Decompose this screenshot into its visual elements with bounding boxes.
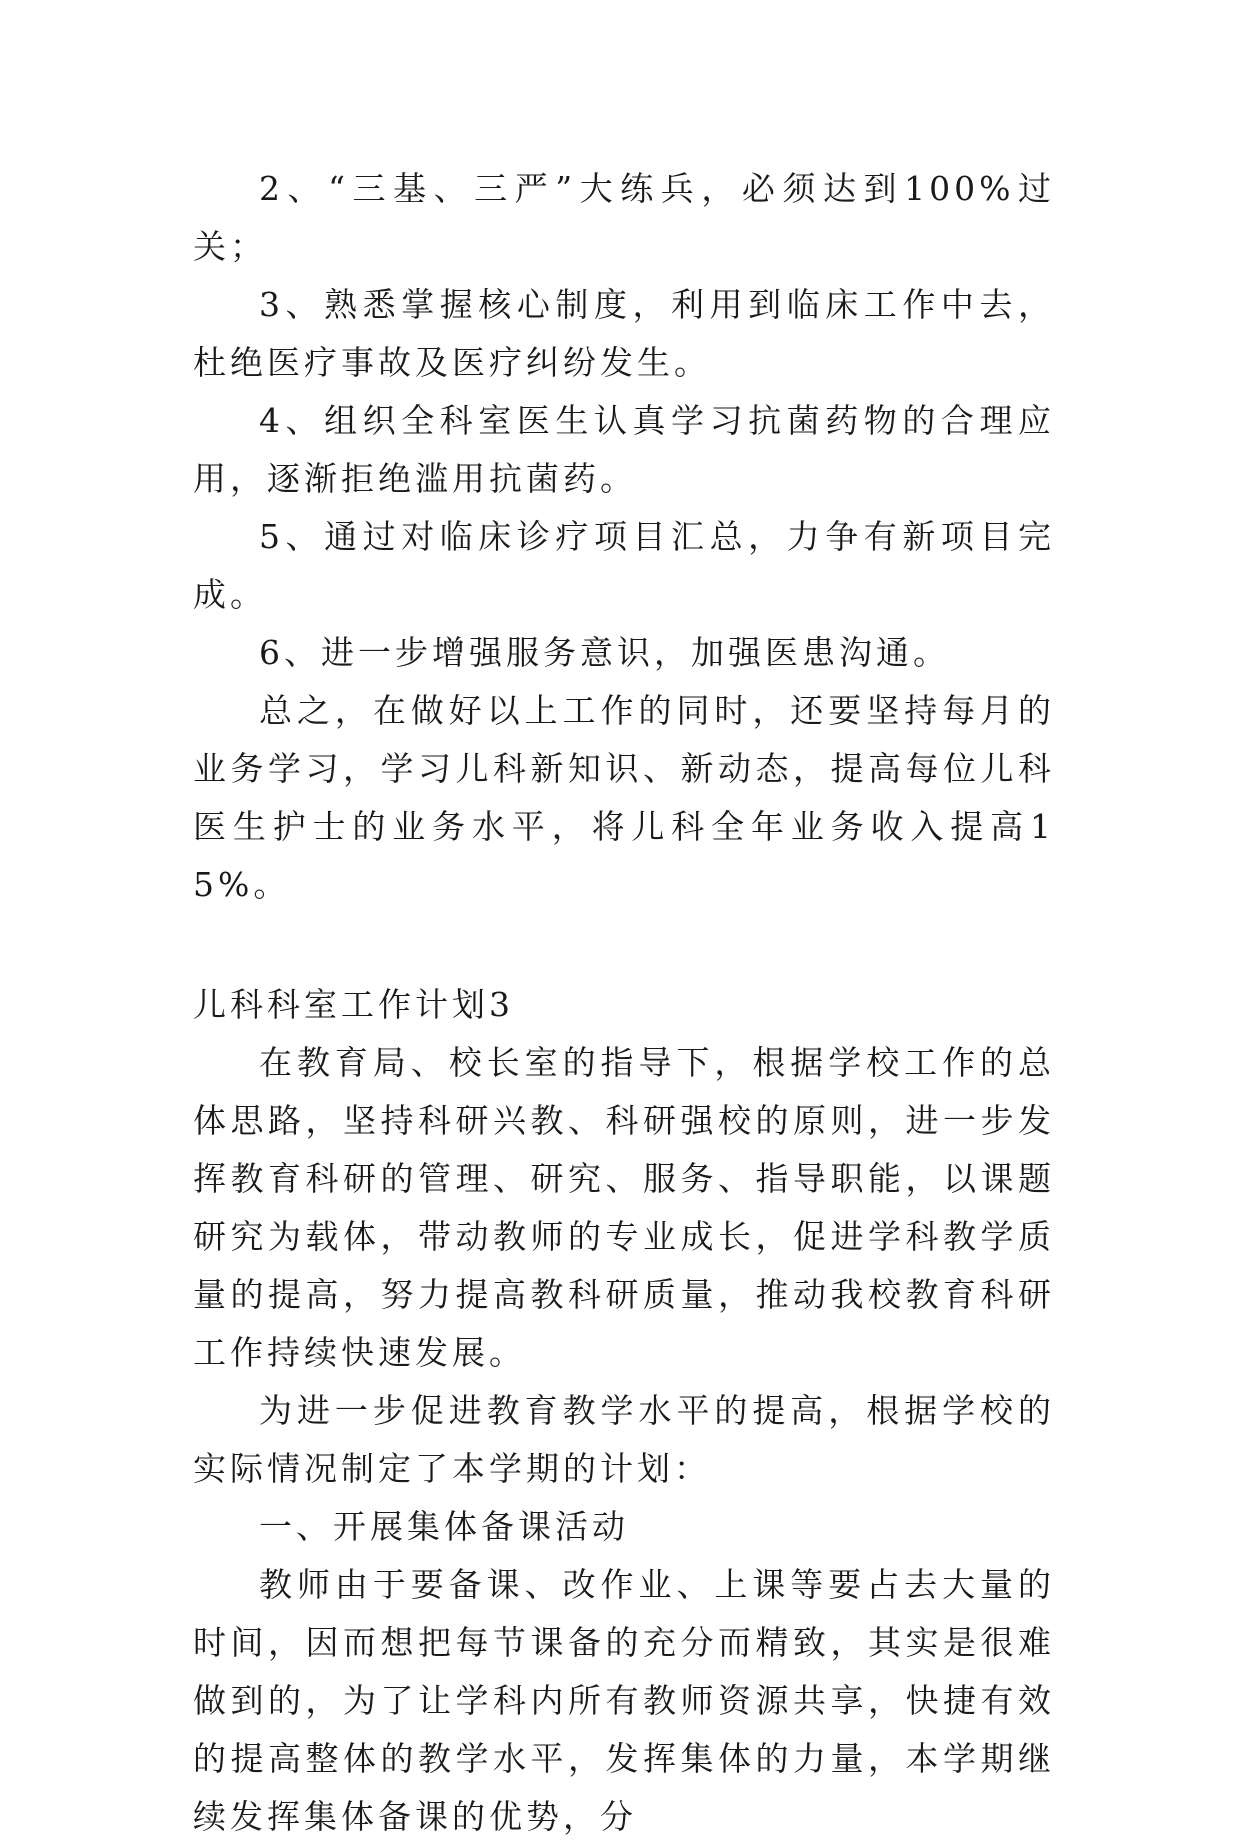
paragraph-summary: 总之，在做好以上工作的同时，还要坚持每月的业务学习，学习儿科新知识、新动态，提高每位儿科医生护士的业务水平，将儿科全年业务收入提高15%。 — [193, 691, 1055, 904]
paragraph-lesson-prep: 教师由于要备课、改作业、上课等要占去大量的时间，因而想把每节课备的充分而精致，其实是很难做到的，为了让学科内所有教师资源共享，快捷有效的提高整体的教学水平，发挥集体的力量，本学期继续发挥集体备课的优势，分 — [193, 1565, 1055, 1836]
section-heading: 儿科科室工作计划3 — [193, 985, 514, 1024]
paragraph-intro: 在教育局、校长室的指导下，根据学校工作的总体思路，坚持科研兴教、科研强校的原则，进一步发挥教育科研的管理、研究、服务、指导职能，以课题研究为载体，带动教师的专业成长，促进学科教学质量的提高，努力提高教科研质量，推动我校教育科研工作持续快速发展。 — [193, 1043, 1055, 1372]
subheading-collective-lesson-prep: 一、开展集体备课活动 — [259, 1507, 629, 1546]
paragraph-purpose: 为进一步促进教育教学水平的提高，根据学校的实际情况制定了本学期的计划： — [193, 1391, 1055, 1488]
paragraph-item-6: 6、进一步增强服务意识，加强医患沟通。 — [259, 633, 950, 672]
paragraph-item-4: 4、组织全科室医生认真学习抗菌药物的合理应用，逐渐拒绝滥用抗菌药。 — [193, 401, 1055, 498]
paragraph-item-5: 5、通过对临床诊疗项目汇总，力争有新项目完成。 — [193, 517, 1055, 614]
paragraph-item-3: 3、熟悉掌握核心制度，利用到临床工作中去，杜绝医疗事故及医疗纠纷发生。 — [193, 285, 1055, 382]
document-body — [193, 160, 1055, 1846]
paragraph-item-2: 2、“三基、三严”大练兵，必须达到100%过关； — [193, 169, 1055, 266]
